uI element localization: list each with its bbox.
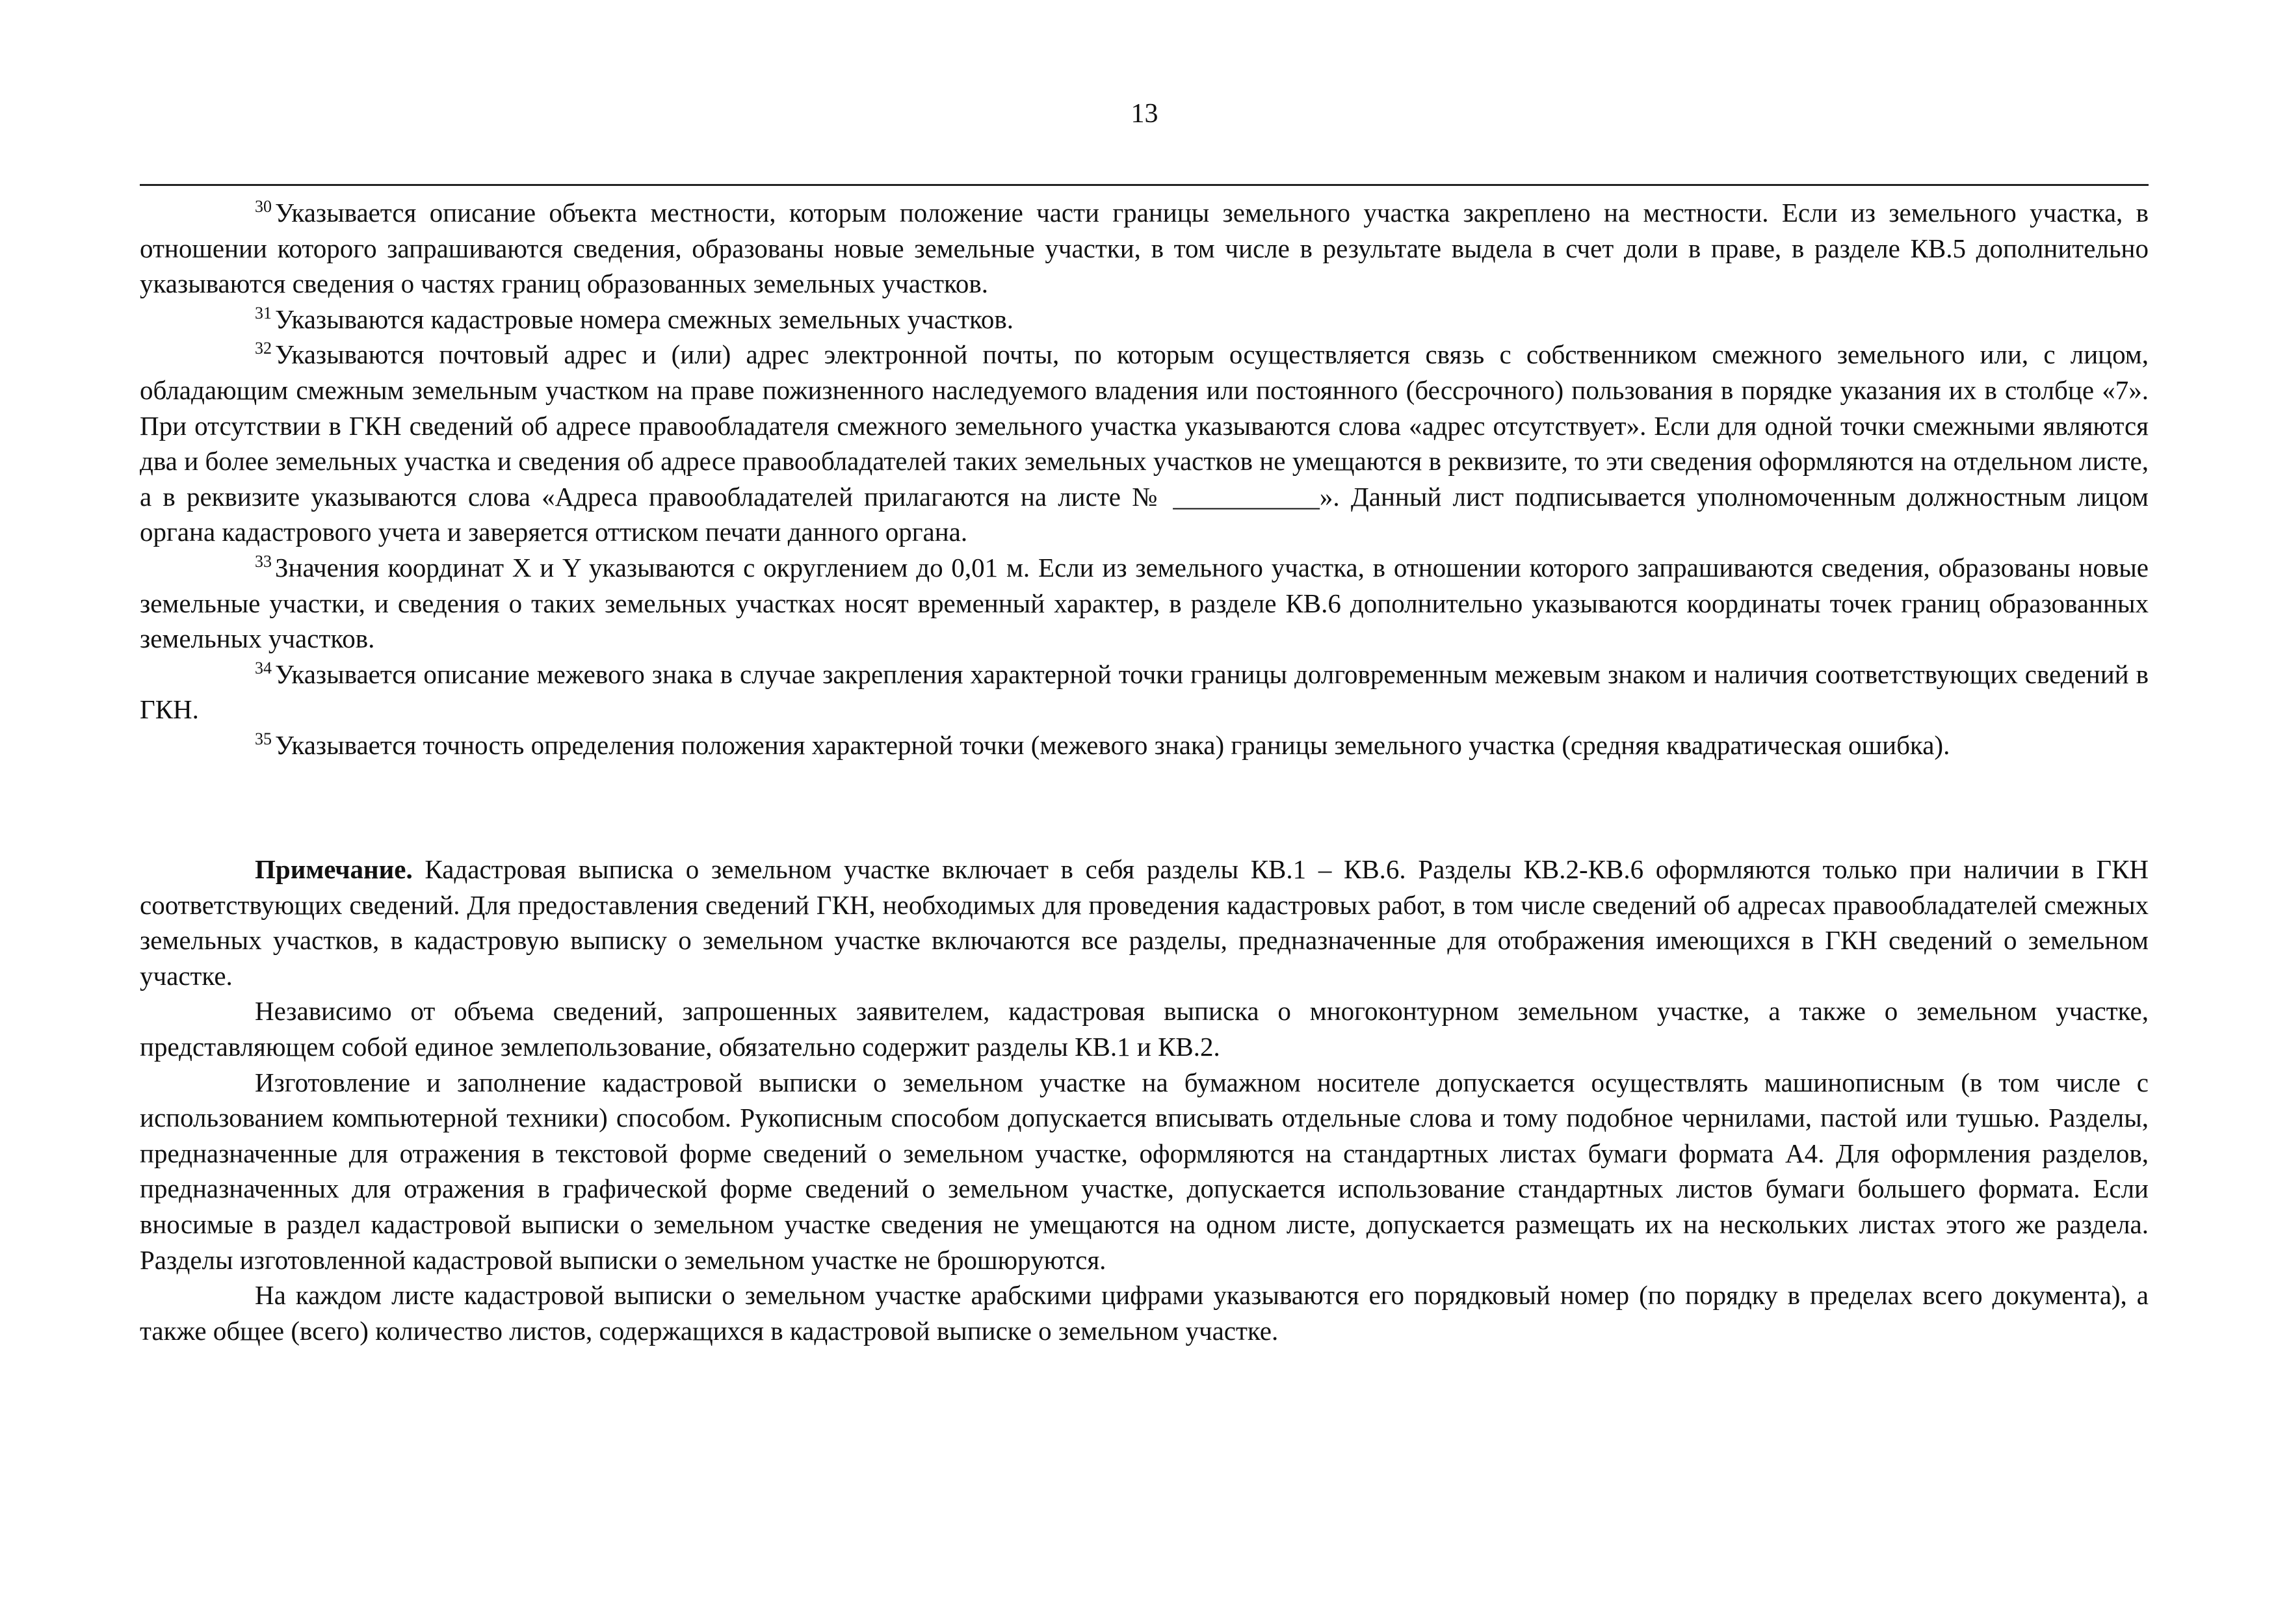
note-label: Примечание. <box>255 854 413 884</box>
note-paragraph: Изготовление и заполнение кадастровой выписки о земельном участке на бумажном носителе допускается осуществлять машинописным (в том числе с использованием компьютерной техники) способом. Рукописным способом допускается вписывать отдельные слова и тому подобное чернилами, пастой или тушью. Разделы, предназначенные для отражения в текстовой форме сведений о земельном участке, оформляются на стандартных листах бумаги формата А4. Для оформления разделов, предназначенных для отражения в графической форме сведений о земельном участке, допускается использование стандартных листов бумаги большего формата. Если вносимые в раздел кадастровой выписки о земельном участке сведения не умещаются на одном листе, допускается размещать их на нескольких листах этого же раздела. Разделы изготовленной кадастровой выписки о земельном участке не брошюруются. <box>140 1067 2149 1275</box>
footnote-31 <box>140 302 2149 337</box>
note-section <box>140 852 2149 1348</box>
footnote-text: Указывается описание объекта местности, которым положение части границы земельного участка закреплено на местности. Если из земельного участка, в отношении которого запрашиваются сведения, образованы новые земельные участки, в том числе в результате выдела в счет доли в праве, в разделе КВ.5 дополнительно указываются сведения о частях границ образованных земельных участков. <box>140 198 2149 299</box>
note-paragraph: На каждом листе кадастровой выписки о земельном участке арабскими цифрами указываются его порядковый номер (по порядку в пределах всего документа), а также общее (всего) количество листов, содержащихся в кадастровой выписке о земельном участке. <box>140 1280 2149 1346</box>
footnote-number: 30 <box>255 197 272 216</box>
footnote-30 <box>140 195 2149 302</box>
note-paragraph <box>140 852 2149 993</box>
footnote-text: Указываются кадастровые номера смежных земельных участков. <box>275 304 1014 334</box>
footnote-separator <box>140 184 2149 186</box>
footnote-33 <box>140 550 2149 657</box>
footnote-number: 34 <box>255 658 272 677</box>
footnote-text: Указывается точность определения положения характерной точки (межевого знака) границы земельного участка (средняя квадратическая ошибка). <box>275 729 1950 760</box>
footnote-34 <box>140 657 2149 727</box>
footnote-number: 32 <box>255 339 272 358</box>
note-paragraph-text: Кадастровая выписка о земельном участке включает в себя разделы КВ.1 – КВ.6. Разделы КВ.2-КВ.6 оформляются только при наличии в ГКН соответствующих сведений. Для предоставления сведений ГКН, необходимых для проведения кадастровых работ, в том числе сведений об адресах правообладателей смежных земельных участков, в кадастровую выписку о земельном участке включаются все разделы, предназначенные для отображения имеющихся в ГКН сведений о земельном участке. <box>140 854 2149 991</box>
note-paragraph: Независимо от объема сведений, запрошенных заявителем, кадастровая выписка о многоконтурном земельном участке, а также о земельном участке, представляющем собой единое землепользование, обязательно содержит разделы КВ.1 и КВ.2. <box>140 996 2149 1062</box>
footnote-text: Указываются почтовый адрес и (или) адрес электронной почты, по которым осуществляется связь с собственником смежного земельного или, с лицом, обладающим смежным земельным участком на праве пожизненного наследуемого владения или постоянного (бессрочного) пользования в порядке указания их в столбце «7». При отсутствии в ГКН сведений об адресе правообладателя смежного земельного участка указываются слова «адрес отсутствует». Если для одной точки смежными являются два и более земельных участка и сведения об адресе правообладателей таких земельных участков не умещаются в реквизите, то эти сведения оформляются на отдельном листе, а в реквизите указываются слова «Адреса правообладателей прилагаются на листе № ___________». Данный лист подписывается уполномоченным должностным лицом органа кадастрового учета и заверяется оттиском печати данного органа. <box>140 339 2149 547</box>
page-number: 13 <box>1131 99 1158 129</box>
footnotes-section <box>140 195 2149 763</box>
footnote-number: 33 <box>255 551 272 571</box>
footnote-text: Указывается описание межевого знака в случае закрепления характерной точки границы долговременным межевым знаком и наличия соответствующих сведений в ГКН. <box>140 659 2149 725</box>
footnote-text: Значения координат X и Y указываются с округлением до 0,01 м. Если из земельного участка, в отношении которого запрашиваются сведения, образованы новые земельные участки, и сведения о таких земельных участках носят временный характер, в разделе КВ.6 дополнительно указываются координаты точек границ образованных земельных участков. <box>140 552 2149 654</box>
footnote-number: 35 <box>255 729 272 748</box>
footnote-32 <box>140 337 2149 550</box>
footnote-number: 31 <box>255 303 272 322</box>
footnote-35 <box>140 727 2149 763</box>
